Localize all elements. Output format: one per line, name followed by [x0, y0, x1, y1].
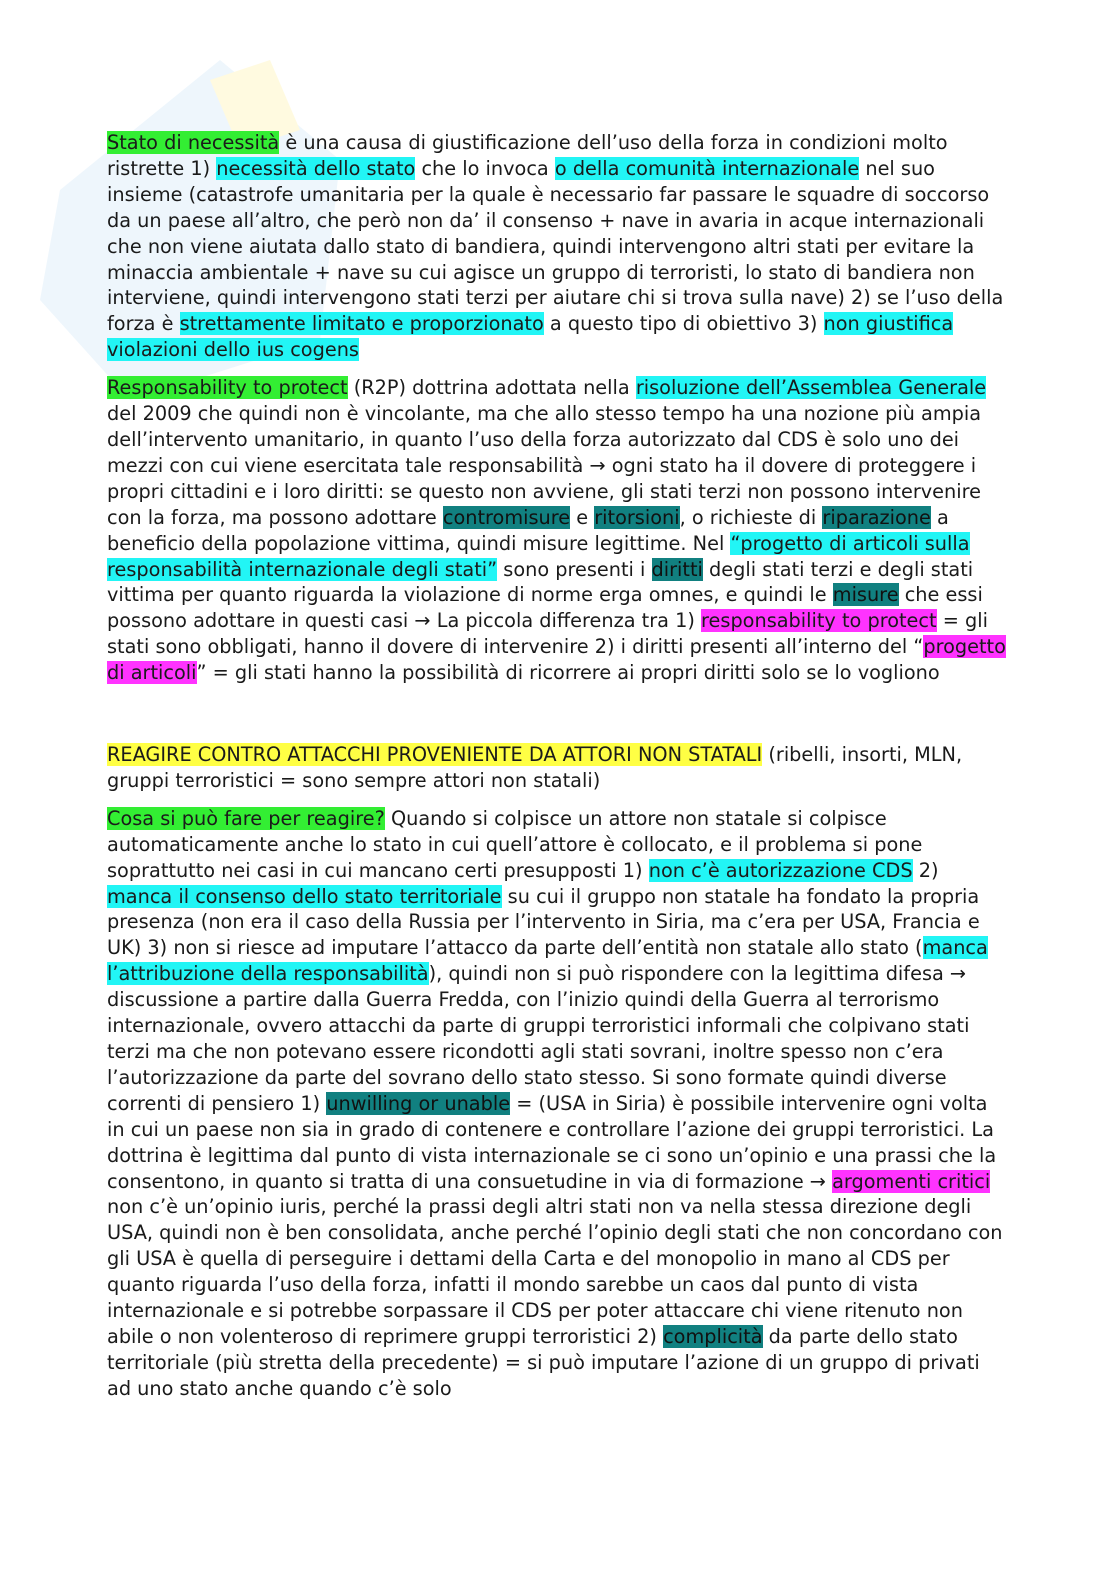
highlighted-term: complicità	[663, 1324, 763, 1348]
body-text: che essi possono adottare in questi casi → La piccola differenza tra 1)	[107, 583, 983, 633]
body-text: ), quindi non si può rispondere con la legittima difesa → discussione a partire dalla Guerra Fredda, con l’inizio quindi della Guerra al terrorismo internazionale, ovvero attacchi da parte di gruppi terroristici informali che colpivano stati terzi ma che non potevano essere ricondotti agli stati sovrani, inoltre spesso non c’era l’autorizzazione da parte del sovrano dello stato stesso. Si sono formate quindi diverse correnti di pensiero 1)	[107, 962, 970, 1115]
document-body	[107, 130, 1007, 1414]
body-text: a beneficio della popolazione vittima, quindi misure legittime. Nel	[107, 505, 949, 555]
highlighted-term: risoluzione dell’Assemblea Generale	[635, 376, 987, 400]
highlighted-term: necessità dello stato	[216, 156, 416, 180]
highlighted-term: responsability to protect	[701, 609, 937, 633]
body-text: nel suo insieme (catastrofe umanitaria per la quale è necessario far passare le squadre di soccorso da un paese all’altro, che però non da’ il consenso + nave in avaria in acque internazionali che non viene aiutata dallo stato di bandiera, quindi intervengono altri stati per evitare la minaccia ambientale + nave su cui agisce un gruppo di terroristi, lo stato di bandiera non interviene, quindi intervengono stati terzi per aiutare chi si trova sulla nave) 2) se l’uso della forza è	[107, 156, 1004, 336]
body-text: da parte dello stato territoriale (più stretta della precedente) = si può imputare l’azione di un gruppo di privati ad uno stato anche quando c’è solo	[107, 1324, 980, 1400]
highlighted-term: manca l’attribuzione della responsabilità	[107, 936, 988, 986]
body-text: Quando si colpisce un attore non statale si colpisce automaticamente anche lo stato in cui quell’attore è collocato, e il problema si pone soprattutto nei casi in cui mancano certi presupposti 1)	[107, 806, 923, 882]
body-text: 2)	[912, 858, 939, 882]
highlighted-term: non c’è autorizzazione CDS	[648, 858, 913, 882]
highlighted-term: Stato di necessità	[107, 131, 280, 154]
body-text: su cui il gruppo non statale ha fondato la propria presenza (non era il caso della Russia per l’intervento in Siria, ma c’era per USA, Francia e UK) 3) non si riesce ad imputare l’attacco da parte dell’entità non statale allo stato (	[107, 884, 980, 960]
paragraph-stato-di-necessita	[107, 130, 1007, 363]
body-text: è una causa di giustificazione dell’uso della forza in condizioni molto ristrette 1)	[107, 131, 948, 180]
highlighted-term: diritti	[651, 557, 703, 581]
body-text: e	[570, 505, 595, 529]
highlighted-term: argomenti critici	[832, 1169, 991, 1193]
body-text: sono presenti i	[497, 557, 652, 581]
body-text: = gli stati sono obbligati, hanno il dovere di intervenire 2) i diritti presenti all’interno del “	[107, 609, 988, 659]
highlighted-term: Cosa si può fare per reagire?	[107, 806, 385, 830]
body-text: ” = gli stati hanno la possibilità di ricorrere ai propri diritti solo se lo vogliono	[196, 661, 940, 685]
highlighted-term: REAGIRE CONTRO ATTACCHI PROVENIENTE DA ATTORI NON STATALI	[107, 743, 763, 767]
highlighted-term: unwilling or unable	[326, 1091, 511, 1115]
highlighted-term: Responsability to protect	[107, 376, 348, 400]
paragraph-responsability-to-protect	[107, 375, 1007, 686]
body-text: (R2P) dottrina adottata nella	[347, 376, 636, 400]
highlighted-term: ritorsioni	[594, 505, 680, 529]
body-text: (ribelli, insorti, MLN, gruppi terroristici = sono sempre attori non statali)	[107, 743, 963, 792]
body-text: non c’è un’opinio iuris, perché la prassi degli altri stati non va nella stessa direzione degli USA, quindi non è ben consolidata, anche perché l’opinio degli stati che non concordano con gli USA è quella di perseguire i dettami della Carta e del monopolio in mano al CDS per quanto riguarda l’uso della forza, infatti il mondo sarebbe un caos dal punto di vista internazionale e si potrebbe sorpassare il CDS per poter attaccare chi viene ritenuto non abile o non volenteroso di reprimere gruppi terroristici 2)	[107, 1195, 1003, 1348]
highlighted-term: manca il consenso dello stato territoriale	[107, 884, 502, 908]
highlighted-term: riparazione	[822, 505, 931, 529]
highlighted-term: non giustifica violazioni dello ius cogens	[107, 312, 954, 362]
body-text: , o richieste di	[679, 505, 823, 529]
body-text: del 2009 che quindi non è vincolante, ma che allo stesso tempo ha una nozione più ampia dell’intervento umanitario, in quanto l’uso della forza autorizzato dal CDS è solo uno dei mezzi con cui viene esercitata tale responsabilità → ogni stato ha il dovere di proteggere i propri cittadini e i loro diritti: se questo non avviene, gli stati terzi non possono intervenire con la forza, ma possono adottare	[107, 402, 982, 529]
highlighted-term: misure	[832, 583, 899, 607]
highlighted-term: progetto di articoli	[107, 635, 1006, 685]
body-text: = (USA in Siria) è possibile intervenire ogni volta in cui un paese non sia in grado di contenere e controllare l’azione dei gruppi terroristici. La dottrina è legittima dal punto di vista internazionale se ci sono un’opinio e una prassi che la consentono, in quanto si tratta di una consuetudine in via di formazione →	[107, 1091, 997, 1193]
paragraph-cosa-si-puo-fare	[107, 806, 1007, 1402]
highlighted-term: o della comunità internazionale	[554, 156, 860, 180]
highlighted-term: “progetto di articoli sulla responsabilità internazionale degli stati”	[107, 531, 970, 581]
highlighted-term: contromisure	[442, 505, 571, 529]
body-text: degli stati terzi e degli stati vittima per quanto riguarda la violazione di norme erga omnes, e quindi le	[107, 557, 974, 607]
paragraph-reagire-contro-attacchi	[107, 742, 1007, 794]
body-text: che lo invoca	[415, 156, 555, 180]
highlighted-term: strettamente limitato e proporzionato	[179, 312, 544, 336]
body-text: a questo tipo di obiettivo 3)	[543, 312, 824, 336]
